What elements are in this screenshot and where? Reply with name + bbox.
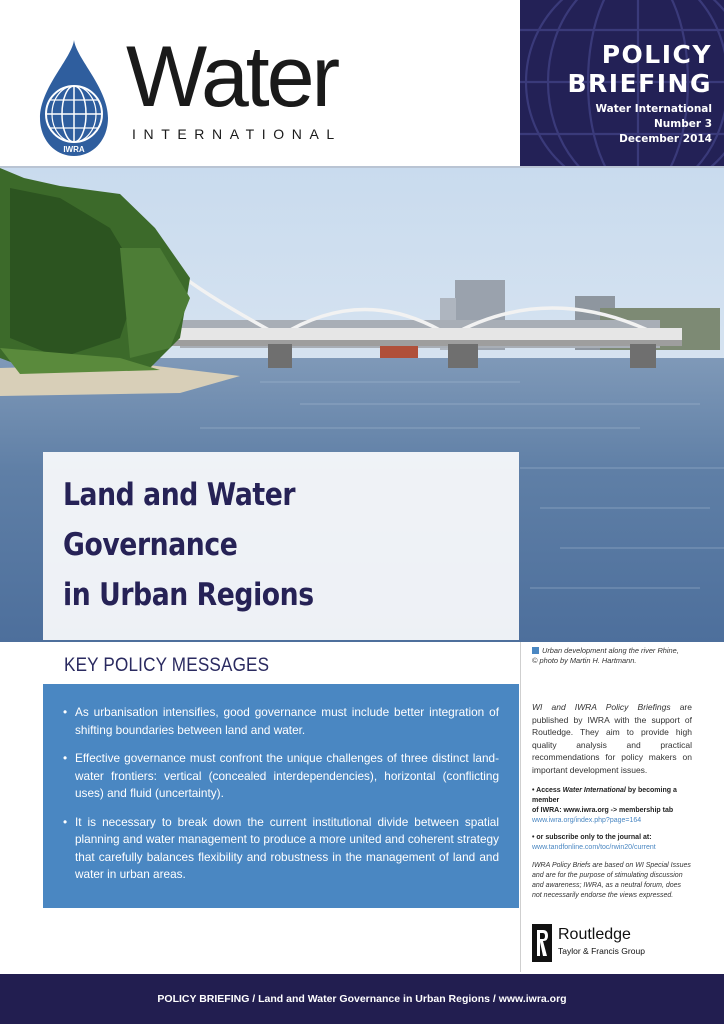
header xyxy=(0,0,724,168)
membership-link[interactable]: www.iwra.org/index.php?page=164 xyxy=(532,817,642,824)
key-messages-panel xyxy=(43,684,519,908)
briefing-number: Number 3 xyxy=(654,118,712,130)
caption-line2: © photo by Martin H. Hartmann. xyxy=(532,656,637,665)
document-title-panel xyxy=(43,452,519,640)
caption-line1: Urban development along the river Rhine, xyxy=(542,646,679,655)
briefing-title-line2: BRIEFING xyxy=(567,69,712,98)
disclaimer: IWRA Policy Briefs are based on WI Special Issues and are for the purpose of stimulating discussion and awareness; IWRA, as a neutral forum, does not necessarily endorse the views expressed. xyxy=(532,862,691,899)
briefing-meta xyxy=(595,102,712,147)
key-messages-list xyxy=(63,704,499,884)
logo-wordmark: Water xyxy=(126,29,338,125)
title-line3: in Urban Regions xyxy=(63,577,314,613)
key-message-item: • It is necessary to break down the current institutional divide between spatial planning and water management to produce a more united and coherent strategy that carefully balances flexibility and robustness in the management of land and water in urban areas. xyxy=(63,814,499,884)
publisher-group: Taylor & Francis Group xyxy=(558,946,645,956)
access-line1: • Access xyxy=(532,787,561,794)
access-line1-end: by becoming a member xyxy=(532,787,677,804)
caption-marker-icon xyxy=(532,647,539,654)
briefing-journal: Water International xyxy=(595,103,712,115)
title-line2: Governance xyxy=(63,527,238,563)
footer-text: POLICY BRIEFING / Land and Water Governance in Urban Regions / www.iwra.org xyxy=(157,993,567,1005)
key-message-item: • Effective governance must confront the unique challenges of three distinct land-water frontiers: vertical (concealed interdependencies), horizontal (conflicting uses) and fluid (uncertainty). xyxy=(63,750,499,803)
policy-briefing-badge xyxy=(520,0,724,166)
intro-prefix: WI xyxy=(532,702,543,712)
briefing-date: December 2014 xyxy=(619,133,712,145)
key-message-item: • As urbanisation intensifies, good governance must include better integration of shifting boundaries between land and water. xyxy=(63,704,499,739)
intro-mid: and IWRA Policy Briefings xyxy=(551,702,671,712)
subscribe-info: • or subscribe only to the journal at: xyxy=(532,834,652,841)
document-title xyxy=(63,470,493,620)
publisher-name: Routledge xyxy=(558,926,631,943)
access-line2: of IWRA: www.iwra.org -> membership tab xyxy=(532,807,674,814)
title-line1: Land and Water xyxy=(63,477,296,513)
routledge-r-icon xyxy=(532,924,552,962)
water-drop-globe-icon xyxy=(38,40,110,158)
policy-briefing-title xyxy=(567,40,712,98)
key-messages-heading: KEY POLICY MESSAGES xyxy=(64,655,270,676)
logo-drop-label: IWRA xyxy=(63,145,85,154)
logo-subtitle: INTERNATIONAL xyxy=(132,126,342,142)
sidebar-column xyxy=(532,646,692,901)
access-journal: Water International xyxy=(562,787,626,794)
briefing-title-line1: POLICY xyxy=(601,40,712,69)
column-divider xyxy=(520,642,521,972)
publisher-logo xyxy=(532,924,682,964)
footer-bar xyxy=(0,974,724,1024)
photo-caption xyxy=(532,646,692,666)
access-info xyxy=(532,786,692,816)
subscribe-link[interactable]: www.tandfonline.com/toc/rwin20/current xyxy=(532,844,656,851)
series-intro xyxy=(532,701,692,776)
intro-rest: are published by IWRA with the support of Routledge. They aim to provide high quality analysis and practical recommendations for policy makers on important development issues. xyxy=(532,702,692,775)
